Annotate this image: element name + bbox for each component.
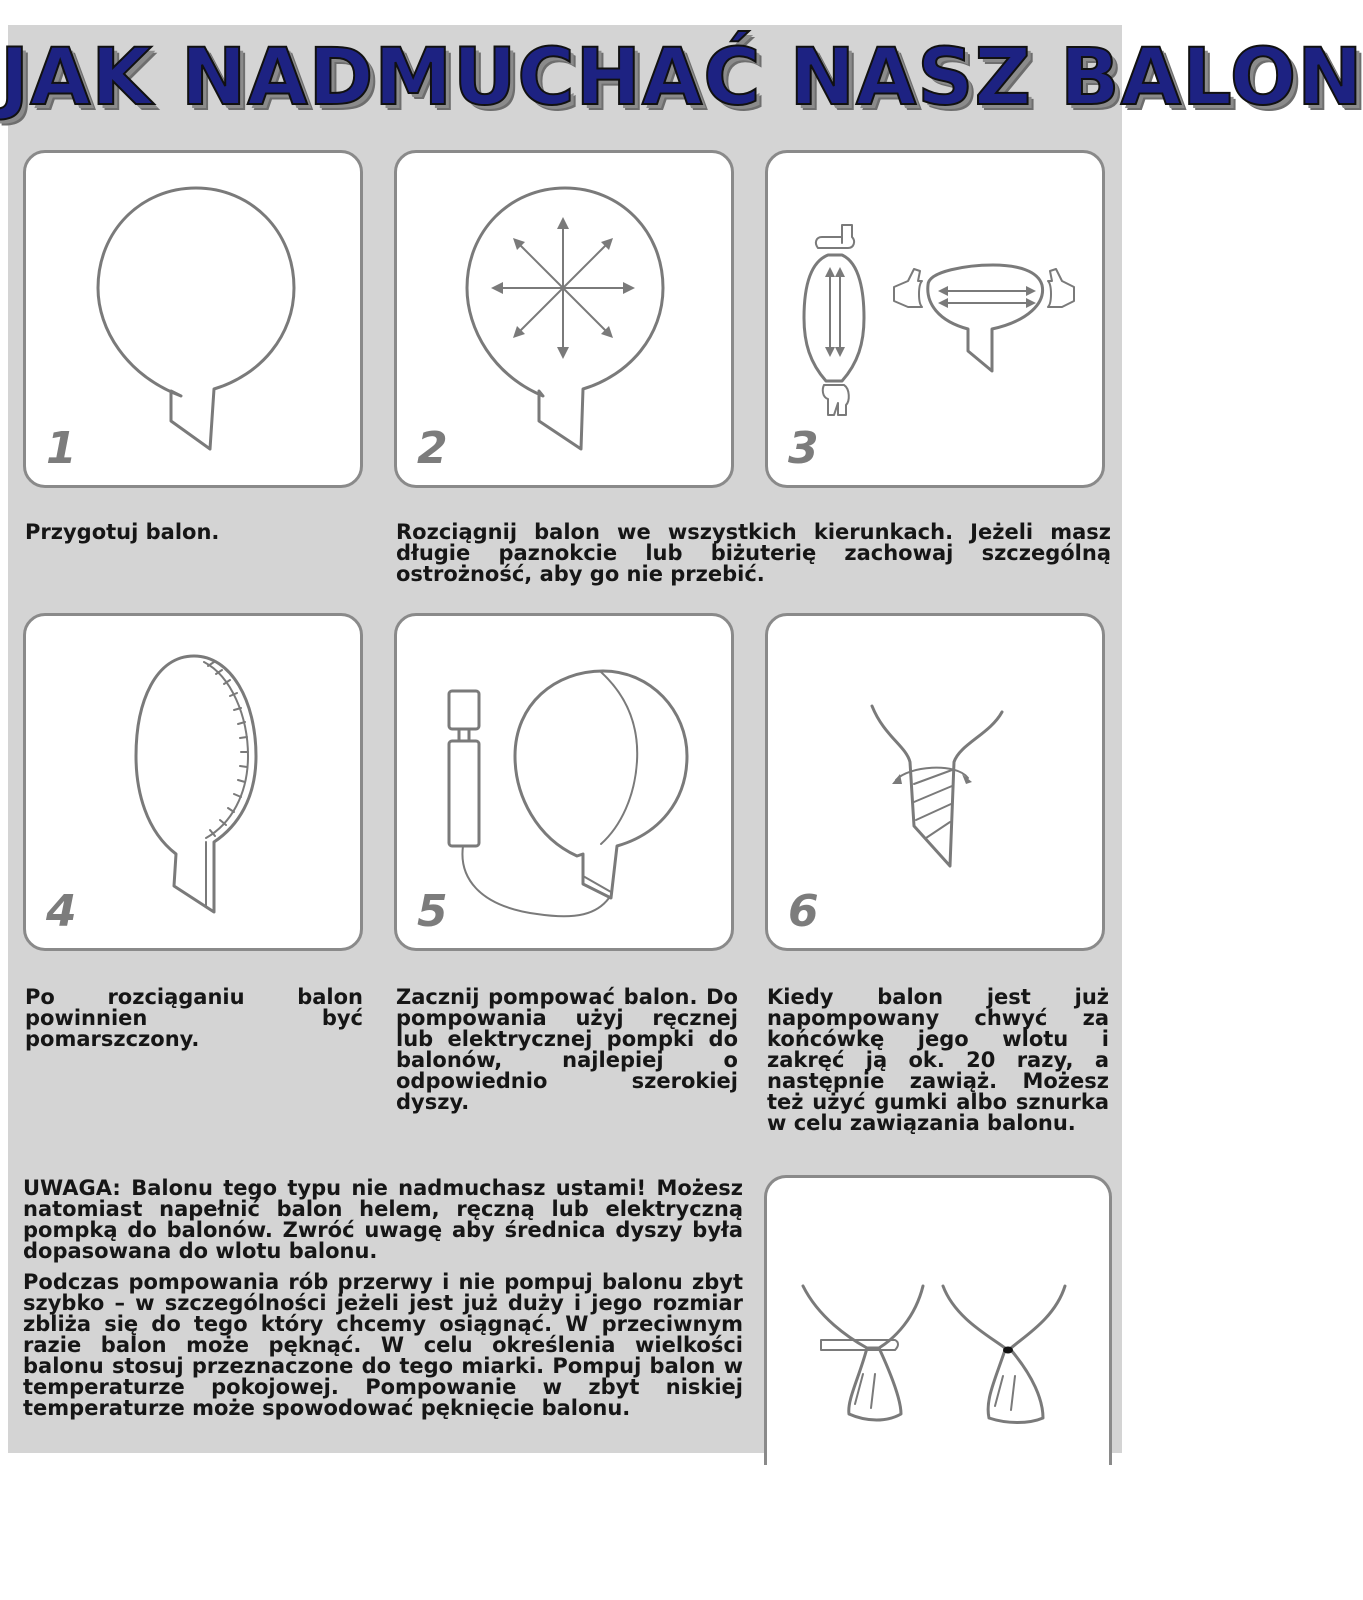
step-number: 2 — [417, 423, 448, 474]
step-1-panel — [23, 150, 363, 488]
step-6-caption: Kiedy balon jest już napompowany chwyć za końcówkę jego wlotu i zakręć ją ok. 20 razy, a następnie zawiąż. Możesz też użyć gumki albo sznurka w celu zawiązania balonu. — [767, 985, 1109, 1135]
warning-paragraph-1 — [23, 1178, 743, 1262]
step-5-caption: Zacznij pompować balon. Do pompowania użyj ręcznej lub elektrycznej pompki do balonów, najlepiej o odpowiednio szerokiej dyszy. — [396, 985, 738, 1114]
step-number: 1 — [46, 423, 77, 474]
step-4-panel — [23, 613, 363, 951]
tying-panel — [764, 1175, 1112, 1465]
page-title: JAK NADMUCHAĆ NASZ BALON — [0, 33, 1363, 123]
step-number: 4 — [46, 886, 77, 937]
step-4-caption: Po rozciąganiu balon powinnien być pomarszczony. — [25, 985, 363, 1051]
step-3-panel — [765, 150, 1105, 488]
warning-label: UWAGA: — [23, 1176, 121, 1200]
step-number: 3 — [788, 423, 819, 474]
step-5-panel — [394, 613, 734, 951]
step-2-caption: Rozciągnij balon we wszystkich kierunkach. Jeżeli masz długie paznokcie lub biżuterię zachowaj szczególną ostrożność, aby go nie przebić. — [396, 520, 1111, 586]
step-number: 5 — [417, 886, 448, 937]
step-6-panel — [765, 613, 1105, 951]
warning-text: Balonu tego typu nie nadmuchasz ustami! Możesz natomiast napełnić balon helem, ręczną lub elektryczną pompką do balonów. Zwróć uwagę aby średnica dyszy była dopasowana do wlotu balonu. — [23, 1176, 743, 1263]
step-number: 6 — [788, 886, 819, 937]
step-2-panel — [394, 150, 734, 488]
tied-balloon-neck-icon — [767, 1178, 1109, 1464]
step-1-caption: Przygotuj balon. — [25, 520, 220, 544]
warning-paragraph-2: Podczas pompowania rób przerwy i nie pompuj balonu zbyt szybko – w szczególności jeżeli jest już duży i jego rozmiar zbliża się do tego który chcemy osiągnąć. W przeciwnym razie balon może pęknąć. W celu określenia wielkości balonu stosuj przeznaczone do tego miarki. Pompuj balon w temperaturze pokojowej. Pompowanie w zbyt niskiej temperaturze może spowodować pęknięcie balonu. — [23, 1270, 743, 1420]
